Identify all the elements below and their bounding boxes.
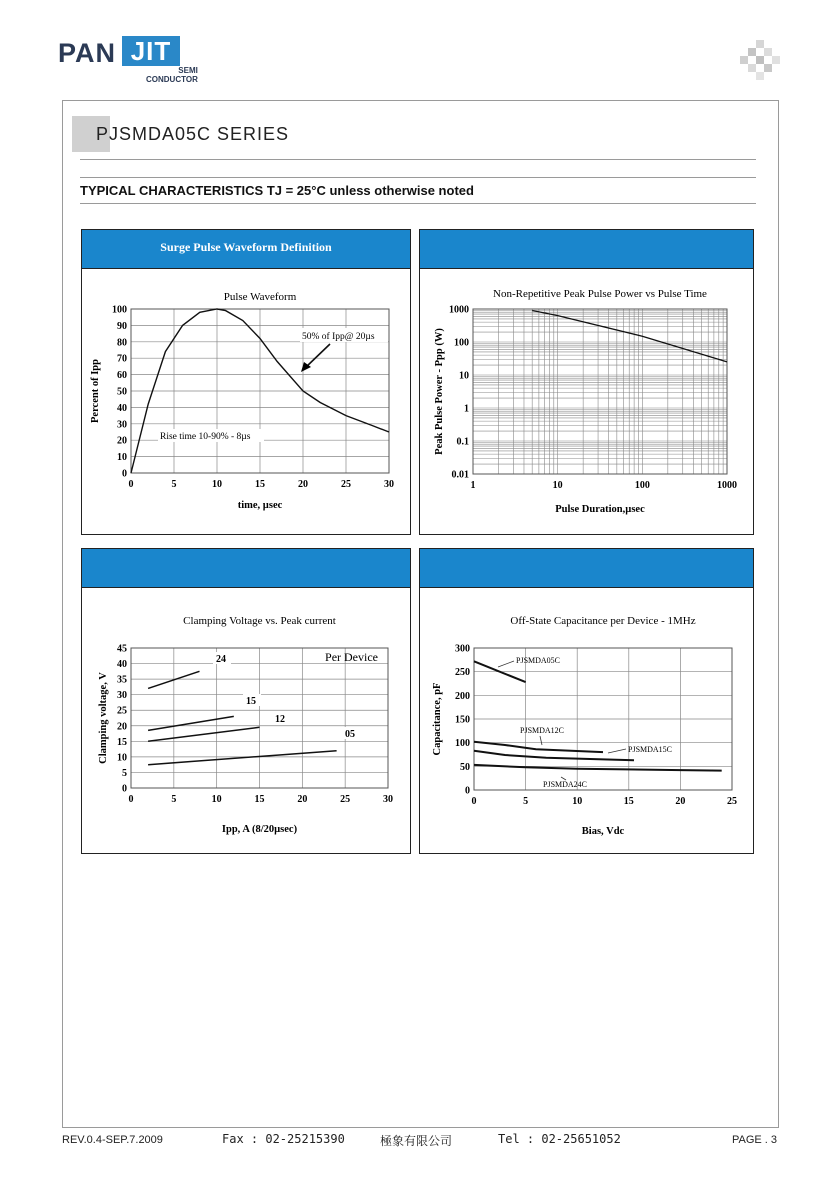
x-tick-label: 0 [128, 794, 134, 805]
chart-title: Pulse Waveform [223, 291, 297, 303]
y-tick-label: 0.1 [456, 436, 469, 448]
pulse-waveform-chart [82, 268, 410, 534]
y-tick-label: 60 [117, 370, 127, 382]
chart-title: Non-Repetitive Peak Pulse Power vs Pulse Time [493, 288, 707, 300]
y-tick-label: 40 [117, 402, 127, 414]
series-label: PJSMDA05C [516, 656, 561, 665]
y-axis-label: Percent of Ipp [90, 359, 101, 423]
logo-semi-text: SEMI [178, 66, 198, 75]
y-tick-label: 90 [117, 320, 127, 332]
series-line [148, 727, 259, 741]
y-tick-label: 50 [460, 761, 470, 773]
series-label: PJSMDA24C [543, 780, 588, 789]
y-tick-label: 1 [464, 403, 469, 415]
divider [80, 159, 756, 160]
y-tick-label: 100 [455, 738, 470, 750]
series-line [474, 742, 603, 752]
x-tick-label: 25 [727, 796, 737, 807]
annotation-50pct: 50% of Ipp@ 20µs [302, 332, 375, 342]
y-tick-label: 250 [455, 667, 470, 679]
page-title: PJSMDA05C SERIES [96, 124, 290, 144]
y-tick-label: 45 [117, 643, 127, 655]
x-tick-label: 15 [255, 479, 265, 490]
x-axis-label: Ipp, A (8/20µsec) [221, 824, 298, 835]
logo-conductor-text: CONDUCTOR [146, 75, 198, 84]
plot-frame [473, 309, 727, 474]
y-tick-label: 70 [117, 353, 127, 365]
footer-company: 極象有限公司 [380, 1134, 453, 1148]
checker-decoration-icon [740, 40, 780, 80]
y-tick-label: 30 [117, 419, 127, 431]
x-tick-label: 5 [171, 794, 177, 805]
y-tick-label: 25 [117, 705, 127, 717]
peak-power-chart [420, 268, 753, 534]
x-tick-label: 20 [675, 796, 686, 807]
y-axis-label: Clamping voltage, V [98, 672, 109, 764]
y-tick-label: 30 [117, 690, 127, 702]
x-axis-label: Pulse Duration,µsec [555, 504, 645, 515]
x-tick-label: 20 [297, 794, 308, 805]
logo-semiconductor [146, 66, 198, 84]
x-axis-label: time, µsec [237, 500, 283, 511]
footer-fax: Fax : 02-25215390 [222, 1132, 345, 1146]
y-tick-label: 5 [122, 767, 127, 779]
y-tick-label: 80 [117, 337, 127, 349]
y-tick-label: 40 [117, 659, 127, 671]
y-tick-label: 0 [122, 468, 127, 480]
y-tick-label: 10 [117, 452, 127, 464]
series-leader-line [498, 661, 514, 667]
series-line [148, 751, 337, 765]
y-tick-label: 20 [117, 721, 127, 733]
chart-panel-clamping [81, 548, 411, 854]
x-tick-label: 10 [212, 479, 222, 490]
y-tick-label: 15 [117, 736, 127, 748]
x-tick-label: 15 [254, 794, 265, 805]
series-leader-line [608, 749, 626, 753]
chart-panel-waveform [81, 229, 411, 535]
x-tick-label: 5 [523, 796, 529, 807]
y-tick-label: 0.01 [451, 469, 469, 481]
series-label: PJSMDA12C [520, 726, 565, 735]
footer-tel: Tel : 02-25651052 [498, 1132, 621, 1146]
footer-revision: REV.0.4-SEP.7.2009 [62, 1134, 163, 1146]
x-tick-label: 1000 [717, 480, 737, 491]
chart-title: Off-State Capacitance per Device - 1MHz [510, 615, 696, 627]
logo-jit: JIT [122, 36, 180, 66]
series-label: 15 [246, 696, 256, 707]
y-tick-label: 35 [117, 674, 127, 686]
legend-text: Per Device [325, 650, 378, 664]
section-subtitle: TYPICAL CHARACTERISTICS TJ = 25°C unless otherwise noted [80, 183, 474, 198]
series-label: 24 [216, 654, 226, 665]
divider [80, 177, 756, 178]
y-tick-label: 20 [117, 435, 127, 447]
panel-header [420, 549, 753, 588]
y-tick-label: 100 [112, 304, 127, 316]
y-tick-label: 100 [454, 337, 469, 349]
panel-header: Surge Pulse Waveform Definition [82, 230, 410, 269]
y-tick-label: 150 [455, 714, 470, 726]
panel-header [82, 549, 410, 588]
x-tick-label: 10 [552, 480, 563, 491]
y-tick-label: 0 [465, 785, 470, 797]
capacitance-chart [420, 587, 753, 853]
y-axis-label: Peak Pulse Power - Ppp (W) [434, 328, 445, 455]
y-axis-label: Capacitance, pF [432, 682, 443, 756]
chart-panel-capacitance [419, 548, 754, 854]
series-label: 12 [275, 714, 285, 725]
x-axis-label: Bias, Vdc [581, 826, 625, 837]
y-tick-label: 50 [117, 386, 127, 398]
chart-panel-power [419, 229, 754, 535]
series-label: 05 [345, 729, 355, 740]
series-line [148, 716, 234, 730]
divider [80, 203, 756, 204]
panel-header [420, 230, 753, 269]
series-leader-line [540, 736, 542, 745]
x-tick-label: 100 [634, 480, 650, 491]
y-tick-label: 300 [455, 643, 470, 655]
annotation-arrow [305, 344, 330, 368]
y-tick-label: 10 [117, 752, 127, 764]
x-tick-label: 10 [211, 794, 222, 805]
x-tick-label: 0 [128, 479, 134, 490]
y-tick-label: 1000 [449, 304, 469, 316]
series-line [532, 311, 727, 362]
x-tick-label: 30 [383, 794, 393, 805]
y-tick-label: 10 [459, 370, 469, 382]
x-tick-label: 15 [623, 796, 634, 807]
footer-page: PAGE . 3 [732, 1134, 778, 1146]
x-tick-label: 5 [171, 479, 177, 490]
series-line [474, 751, 634, 761]
series-line [474, 765, 722, 771]
clamping-voltage-chart [82, 587, 410, 853]
x-tick-label: 10 [572, 796, 583, 807]
x-tick-label: 20 [298, 479, 308, 490]
y-tick-label: 0 [122, 783, 127, 795]
x-tick-label: 25 [341, 479, 351, 490]
x-tick-label: 30 [384, 479, 394, 490]
x-tick-label: 0 [471, 796, 477, 807]
annotation-rise-time: Rise time 10-90% - 8µs [160, 432, 251, 442]
logo-pan: PAN [58, 38, 117, 68]
x-tick-label: 25 [340, 794, 351, 805]
series-label: PJSMDA15C [628, 745, 673, 754]
chart-title: Clamping Voltage vs. Peak current [183, 615, 336, 627]
x-tick-label: 1 [470, 480, 476, 491]
y-tick-label: 200 [455, 690, 470, 702]
